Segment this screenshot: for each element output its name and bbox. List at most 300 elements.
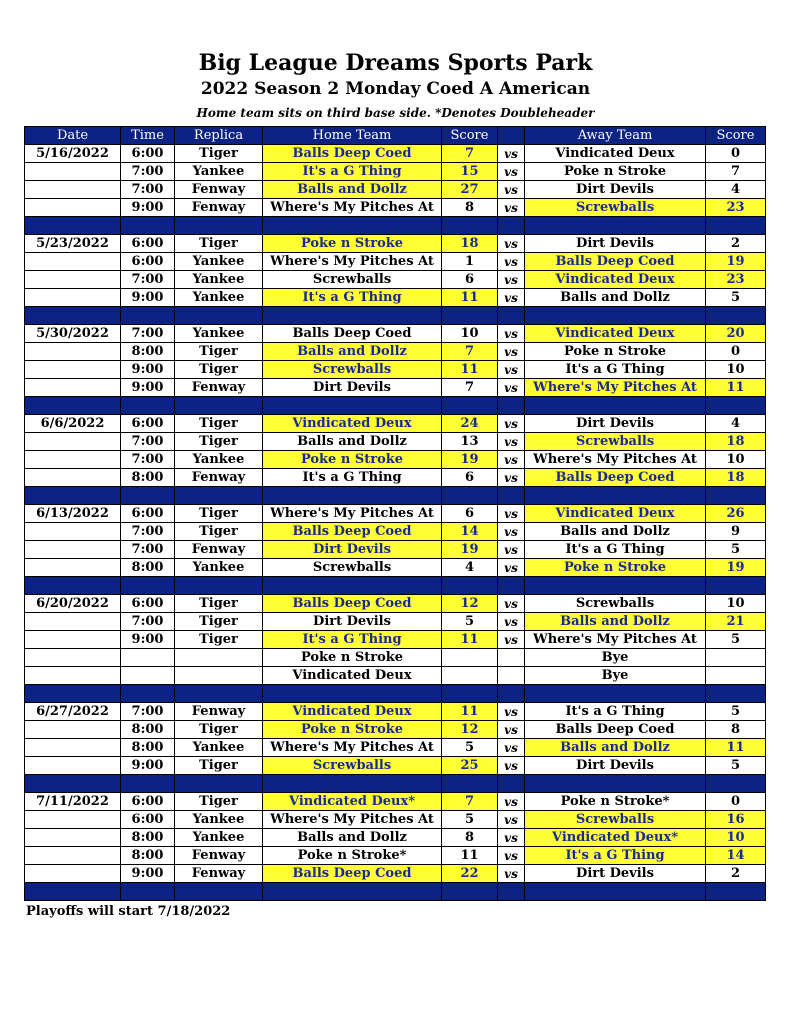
page-subtitle: 2022 Season 2 Monday Coed A American <box>200 79 591 99</box>
home-score: 13 <box>442 433 498 451</box>
game-row <box>25 505 766 523</box>
away-score: 23 <box>706 199 766 217</box>
away-team: It's a G Thing <box>525 541 706 559</box>
away-team: Vindicated Deux <box>525 271 706 289</box>
away-score: 4 <box>706 415 766 433</box>
game-date <box>25 163 121 181</box>
away-team: Dirt Devils <box>525 865 706 883</box>
home-team: Vindicated Deux* <box>263 793 442 811</box>
week-separator <box>25 307 766 325</box>
header-away-score: Score <box>706 127 766 145</box>
game-date: 5/16/2022 <box>25 145 121 163</box>
away-score: 0 <box>706 343 766 361</box>
separator-cell <box>121 577 175 595</box>
game-date <box>25 253 121 271</box>
game-date <box>25 847 121 865</box>
game-time: 7:00 <box>121 181 175 199</box>
home-score: 1 <box>442 253 498 271</box>
away-score: 5 <box>706 757 766 775</box>
game-time: 9:00 <box>121 289 175 307</box>
vs-label: vs <box>498 181 525 199</box>
home-team: Where's My Pitches At <box>263 505 442 523</box>
separator-cell <box>263 397 442 415</box>
home-score: 22 <box>442 865 498 883</box>
game-row <box>25 523 766 541</box>
home-score: 8 <box>442 199 498 217</box>
game-replica: Yankee <box>175 811 263 829</box>
game-time: 7:00 <box>121 613 175 631</box>
game-replica: Tiger <box>175 505 263 523</box>
game-date <box>25 289 121 307</box>
away-score: 7 <box>706 163 766 181</box>
vs-label: vs <box>498 163 525 181</box>
game-row <box>25 289 766 307</box>
game-time: 6:00 <box>121 415 175 433</box>
separator-cell <box>525 685 706 703</box>
separator-cell <box>442 307 498 325</box>
home-score: 6 <box>442 505 498 523</box>
game-time: 9:00 <box>121 379 175 397</box>
away-score: 21 <box>706 613 766 631</box>
game-time: 7:00 <box>121 703 175 721</box>
away-team: It's a G Thing <box>525 361 706 379</box>
vs-label: vs <box>498 361 525 379</box>
home-score: 10 <box>442 325 498 343</box>
game-replica: Fenway <box>175 181 263 199</box>
week-separator <box>25 685 766 703</box>
separator-cell <box>121 397 175 415</box>
game-time: 9:00 <box>121 361 175 379</box>
away-score: 2 <box>706 865 766 883</box>
home-team: Poke n Stroke <box>263 451 442 469</box>
home-score <box>442 667 498 685</box>
game-replica: Fenway <box>175 469 263 487</box>
home-score: 5 <box>442 613 498 631</box>
game-replica: Yankee <box>175 325 263 343</box>
game-date <box>25 541 121 559</box>
vs-label: vs <box>498 469 525 487</box>
separator-cell <box>263 685 442 703</box>
game-replica: Fenway <box>175 379 263 397</box>
home-score: 24 <box>442 415 498 433</box>
separator-cell <box>25 577 121 595</box>
vs-label <box>498 667 525 685</box>
game-row <box>25 325 766 343</box>
separator-cell <box>175 217 263 235</box>
game-row <box>25 541 766 559</box>
vs-label: vs <box>498 451 525 469</box>
home-team: Dirt Devils <box>263 541 442 559</box>
separator-cell <box>498 307 525 325</box>
separator-cell <box>498 775 525 793</box>
away-team: Balls Deep Coed <box>525 469 706 487</box>
away-score: 26 <box>706 505 766 523</box>
separator-cell <box>442 577 498 595</box>
game-time: 6:00 <box>121 253 175 271</box>
separator-cell <box>263 775 442 793</box>
game-time: 7:00 <box>121 433 175 451</box>
home-score: 11 <box>442 631 498 649</box>
away-score: 18 <box>706 469 766 487</box>
game-time: 6:00 <box>121 793 175 811</box>
vs-label <box>498 649 525 667</box>
separator-cell <box>263 577 442 595</box>
game-replica: Yankee <box>175 829 263 847</box>
home-team: Dirt Devils <box>263 613 442 631</box>
game-date <box>25 181 121 199</box>
away-score: 0 <box>706 145 766 163</box>
game-replica: Yankee <box>175 253 263 271</box>
vs-label: vs <box>498 559 525 577</box>
separator-cell <box>175 487 263 505</box>
home-score: 19 <box>442 451 498 469</box>
away-team: It's a G Thing <box>525 847 706 865</box>
header-home-score: Score <box>442 127 498 145</box>
game-replica <box>175 649 263 667</box>
away-score: 20 <box>706 325 766 343</box>
separator-cell <box>442 397 498 415</box>
game-time: 7:00 <box>121 271 175 289</box>
game-replica: Tiger <box>175 793 263 811</box>
away-team: Where's My Pitches At <box>525 451 706 469</box>
away-score: 4 <box>706 181 766 199</box>
home-score: 7 <box>442 145 498 163</box>
vs-label: vs <box>498 415 525 433</box>
vs-label: vs <box>498 811 525 829</box>
game-row <box>25 739 766 757</box>
game-time: 8:00 <box>121 721 175 739</box>
separator-cell <box>525 883 706 901</box>
separator-cell <box>25 883 121 901</box>
away-score <box>706 667 766 685</box>
separator-cell <box>175 577 263 595</box>
game-time: 8:00 <box>121 847 175 865</box>
home-score: 7 <box>442 379 498 397</box>
game-date: 6/27/2022 <box>25 703 121 721</box>
away-score: 10 <box>706 595 766 613</box>
home-score: 4 <box>442 559 498 577</box>
game-replica: Fenway <box>175 847 263 865</box>
home-score: 12 <box>442 721 498 739</box>
away-score: 11 <box>706 739 766 757</box>
vs-label: vs <box>498 541 525 559</box>
week-separator <box>25 775 766 793</box>
vs-label: vs <box>498 793 525 811</box>
separator-cell <box>25 307 121 325</box>
vs-label: vs <box>498 145 525 163</box>
home-score: 11 <box>442 289 498 307</box>
separator-cell <box>706 577 766 595</box>
game-row <box>25 235 766 253</box>
game-row <box>25 631 766 649</box>
separator-cell <box>263 487 442 505</box>
separator-cell <box>263 217 442 235</box>
away-score: 2 <box>706 235 766 253</box>
separator-cell <box>525 775 706 793</box>
game-time: 8:00 <box>121 739 175 757</box>
game-date: 6/6/2022 <box>25 415 121 433</box>
schedule-table <box>24 126 766 901</box>
game-row <box>25 199 766 217</box>
away-team: Dirt Devils <box>525 181 706 199</box>
away-team: Vindicated Deux* <box>525 829 706 847</box>
home-team: Where's My Pitches At <box>263 811 442 829</box>
game-row <box>25 649 766 667</box>
separator-cell <box>706 685 766 703</box>
game-row <box>25 451 766 469</box>
game-date <box>25 433 121 451</box>
game-date <box>25 757 121 775</box>
vs-label: vs <box>498 235 525 253</box>
game-replica: Tiger <box>175 145 263 163</box>
away-team: Vindicated Deux <box>525 505 706 523</box>
vs-label: vs <box>498 757 525 775</box>
home-team: Where's My Pitches At <box>263 199 442 217</box>
game-replica: Yankee <box>175 271 263 289</box>
game-replica: Tiger <box>175 631 263 649</box>
home-score: 11 <box>442 847 498 865</box>
game-row <box>25 433 766 451</box>
game-time: 6:00 <box>121 505 175 523</box>
away-score: 23 <box>706 271 766 289</box>
home-score <box>442 649 498 667</box>
schedule-note: Home team sits on third base side. *Denotes Doubleheader <box>196 106 595 120</box>
separator-cell <box>498 577 525 595</box>
home-score: 5 <box>442 739 498 757</box>
game-date <box>25 721 121 739</box>
vs-label: vs <box>498 595 525 613</box>
game-time: 7:00 <box>121 163 175 181</box>
game-time <box>121 667 175 685</box>
vs-label: vs <box>498 631 525 649</box>
home-team: Screwballs <box>263 271 442 289</box>
game-date <box>25 631 121 649</box>
game-replica: Tiger <box>175 361 263 379</box>
separator-cell <box>442 883 498 901</box>
separator-cell <box>706 487 766 505</box>
game-date <box>25 667 121 685</box>
game-replica: Tiger <box>175 343 263 361</box>
home-score: 6 <box>442 469 498 487</box>
home-team: Screwballs <box>263 559 442 577</box>
away-team: Balls and Dollz <box>525 523 706 541</box>
game-row <box>25 415 766 433</box>
home-team: Balls and Dollz <box>263 829 442 847</box>
game-date: 5/23/2022 <box>25 235 121 253</box>
home-team: Vindicated Deux <box>263 415 442 433</box>
home-score: 12 <box>442 595 498 613</box>
separator-cell <box>263 307 442 325</box>
game-time: 9:00 <box>121 757 175 775</box>
away-team: Poke n Stroke <box>525 163 706 181</box>
vs-label: vs <box>498 829 525 847</box>
game-replica <box>175 667 263 685</box>
home-team: Poke n Stroke <box>263 721 442 739</box>
game-replica: Tiger <box>175 415 263 433</box>
game-date <box>25 613 121 631</box>
home-team: Where's My Pitches At <box>263 739 442 757</box>
home-score: 7 <box>442 343 498 361</box>
vs-label: vs <box>498 379 525 397</box>
game-row <box>25 667 766 685</box>
separator-cell <box>121 217 175 235</box>
game-replica: Fenway <box>175 541 263 559</box>
header-home-team: Home Team <box>263 127 442 145</box>
game-row <box>25 613 766 631</box>
game-time: 9:00 <box>121 199 175 217</box>
game-time: 8:00 <box>121 343 175 361</box>
away-team: Balls Deep Coed <box>525 721 706 739</box>
away-score <box>706 649 766 667</box>
game-date <box>25 559 121 577</box>
away-score: 18 <box>706 433 766 451</box>
vs-label: vs <box>498 739 525 757</box>
game-date: 5/30/2022 <box>25 325 121 343</box>
home-team: It's a G Thing <box>263 469 442 487</box>
game-replica: Tiger <box>175 235 263 253</box>
week-separator <box>25 487 766 505</box>
header-row <box>25 127 766 145</box>
home-score: 7 <box>442 793 498 811</box>
game-time: 7:00 <box>121 541 175 559</box>
game-replica: Tiger <box>175 757 263 775</box>
home-team: Balls Deep Coed <box>263 523 442 541</box>
separator-cell <box>121 883 175 901</box>
home-team: Poke n Stroke <box>263 235 442 253</box>
separator-cell <box>525 217 706 235</box>
game-date: 7/11/2022 <box>25 793 121 811</box>
home-team: It's a G Thing <box>263 631 442 649</box>
separator-cell <box>498 217 525 235</box>
game-row <box>25 361 766 379</box>
home-team: Balls and Dollz <box>263 343 442 361</box>
vs-label: vs <box>498 271 525 289</box>
home-team: It's a G Thing <box>263 163 442 181</box>
separator-cell <box>498 487 525 505</box>
game-row <box>25 721 766 739</box>
separator-cell <box>175 883 263 901</box>
header-date: Date <box>25 127 121 145</box>
game-date <box>25 199 121 217</box>
separator-cell <box>498 883 525 901</box>
game-replica: Yankee <box>175 739 263 757</box>
game-date <box>25 523 121 541</box>
game-replica: Fenway <box>175 199 263 217</box>
game-row <box>25 469 766 487</box>
game-row <box>25 559 766 577</box>
away-team: It's a G Thing <box>525 703 706 721</box>
game-row <box>25 595 766 613</box>
home-team: Screwballs <box>263 757 442 775</box>
game-row <box>25 757 766 775</box>
home-team: Balls and Dollz <box>263 433 442 451</box>
away-score: 14 <box>706 847 766 865</box>
vs-label: vs <box>498 289 525 307</box>
away-team: Poke n Stroke <box>525 559 706 577</box>
away-score: 10 <box>706 829 766 847</box>
week-separator <box>25 577 766 595</box>
separator-cell <box>175 685 263 703</box>
game-row <box>25 847 766 865</box>
separator-cell <box>525 307 706 325</box>
game-replica: Fenway <box>175 703 263 721</box>
home-team: Poke n Stroke* <box>263 847 442 865</box>
game-time: 9:00 <box>121 631 175 649</box>
game-replica: Yankee <box>175 163 263 181</box>
home-team: Where's My Pitches At <box>263 253 442 271</box>
separator-cell <box>25 487 121 505</box>
separator-cell <box>442 487 498 505</box>
away-team: Dirt Devils <box>525 757 706 775</box>
game-row <box>25 343 766 361</box>
separator-cell <box>25 685 121 703</box>
away-score: 10 <box>706 451 766 469</box>
game-time: 6:00 <box>121 235 175 253</box>
game-date <box>25 649 121 667</box>
game-row <box>25 793 766 811</box>
separator-cell <box>121 487 175 505</box>
game-time: 8:00 <box>121 469 175 487</box>
separator-cell <box>121 685 175 703</box>
away-team: Screwballs <box>525 433 706 451</box>
away-team: Bye <box>525 667 706 685</box>
home-score: 18 <box>442 235 498 253</box>
game-date: 6/20/2022 <box>25 595 121 613</box>
away-score: 5 <box>706 541 766 559</box>
game-date: 6/13/2022 <box>25 505 121 523</box>
separator-cell <box>442 685 498 703</box>
game-replica: Tiger <box>175 595 263 613</box>
away-score: 5 <box>706 703 766 721</box>
home-score: 15 <box>442 163 498 181</box>
game-date <box>25 343 121 361</box>
home-score: 6 <box>442 271 498 289</box>
game-replica: Yankee <box>175 451 263 469</box>
game-time: 8:00 <box>121 829 175 847</box>
game-time: 8:00 <box>121 559 175 577</box>
game-row <box>25 829 766 847</box>
vs-label: vs <box>498 433 525 451</box>
away-team: Balls and Dollz <box>525 289 706 307</box>
game-replica: Tiger <box>175 613 263 631</box>
away-team: Balls and Dollz <box>525 613 706 631</box>
home-team: Dirt Devils <box>263 379 442 397</box>
home-team: It's a G Thing <box>263 289 442 307</box>
game-row <box>25 379 766 397</box>
separator-cell <box>175 775 263 793</box>
home-score: 25 <box>442 757 498 775</box>
game-replica: Tiger <box>175 433 263 451</box>
home-score: 11 <box>442 703 498 721</box>
away-team: Dirt Devils <box>525 415 706 433</box>
game-row <box>25 253 766 271</box>
separator-cell <box>498 397 525 415</box>
game-date <box>25 451 121 469</box>
home-score: 11 <box>442 361 498 379</box>
page-title: Big League Dreams Sports Park <box>198 50 593 76</box>
vs-label: vs <box>498 325 525 343</box>
separator-cell <box>442 217 498 235</box>
home-team: Balls Deep Coed <box>263 145 442 163</box>
home-score: 14 <box>442 523 498 541</box>
away-team: Poke n Stroke <box>525 343 706 361</box>
playoffs-note: Playoffs will start 7/18/2022 <box>26 904 231 919</box>
home-team: Poke n Stroke <box>263 649 442 667</box>
game-row <box>25 271 766 289</box>
home-team: Balls Deep Coed <box>263 865 442 883</box>
game-replica: Yankee <box>175 559 263 577</box>
game-row <box>25 145 766 163</box>
